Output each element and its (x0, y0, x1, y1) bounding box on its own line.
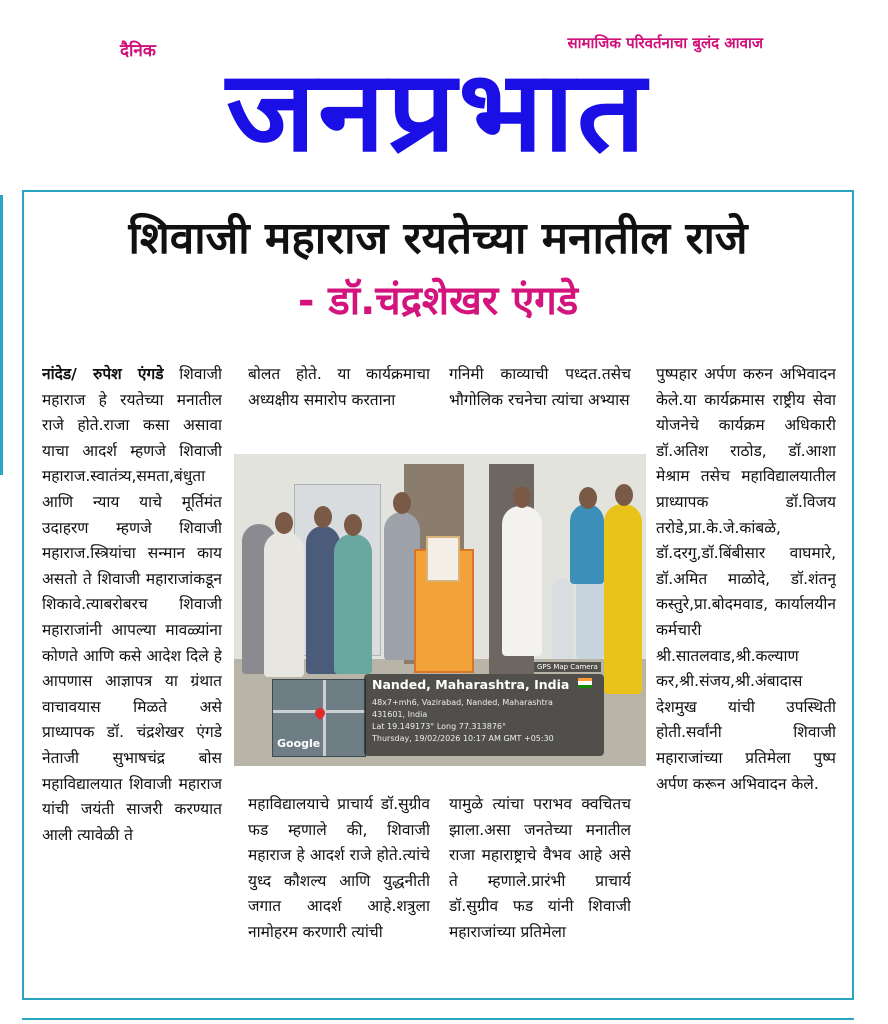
article-column-2-bottom: महाविद्यालयाचे प्राचार्य डॉ.सुग्रीव फड म्हणाले की, शिवाजी महाराज हे आदर्श राजे होते.त्यांचे युध्द कौशल्य आणि युद्धनीती जगात आदर्श आहे.शत्रुला नामोहरम करणारी त्यांची (248, 795, 430, 941)
india-flag-icon (578, 678, 592, 688)
article-column-3-bottom: यामुळे त्यांचा पराभव क्वचितच झाला.असा जनतेच्या मनातील राजा महाराष्ट्राचे वैभव आहे असे ते म्हणाले.प्रारंभी प्राचार्य डॉ.सुग्रीव फड यांनी शिवाजी महाराजांच्या प्रतिमेला (449, 795, 631, 941)
article-column-2-top: बोलत होते. या कार्यक्रमाचा अध्यक्षीय समारोप करताना (248, 365, 430, 409)
person-head (275, 512, 293, 534)
masthead (0, 0, 888, 185)
person-figure (334, 534, 372, 674)
article-column-1 (42, 362, 222, 992)
gps-address-line-2: 431601, India (372, 710, 428, 719)
person-head (513, 486, 531, 508)
gps-map-thumbnail (272, 679, 366, 757)
google-map-label: Google (277, 737, 321, 750)
person-head (615, 484, 633, 506)
person-figure (502, 506, 542, 656)
article-column-3-top: गनिमी काव्याची पध्दत.तसेच भौगोलिक रचनेचा त्यांचा अभ्यास (449, 365, 631, 409)
article-column-4: पुष्पहार अर्पण करुन अभिवादन केले.या कार्यक्रमास राष्ट्रीय सेवा योजनेचे कार्यक्रम अधिकारी डॉ.अतिश राठोड, डॉ.आशा मेश्राम तसेच महाविद्यालयातील प्राध्यापक डॉ.विजय तरोडे,प्रा.के.जे.कांबळे, डॉ.दरगु,डॉ.बिंबीसार वाघमारे, डॉ.अमित माळोदे, डॉ.शंतनू कस्तुरे,प्रा.बोदमवाड, कार्यालयीन कर्मचारी श्री.सातलवाड,श्री.कल्याण कर,श्री.संजय,श्री.अंबादास देशमुख यांची उपस्थिती होती.सर्वांनी शिवाजी महाराजांच्या प्रतिमेला पुष्प अर्पण करून अभिवादन केले. (656, 365, 836, 793)
person-head (393, 492, 411, 514)
gps-info-overlay (364, 674, 604, 756)
person-figure (264, 532, 304, 677)
person-figure (604, 504, 642, 694)
gps-camera-badge: GPS Map Camera (534, 662, 601, 672)
gps-address-line-1: 48x7+mh6, Vazirabad, Nanded, Maharashtra (372, 698, 553, 707)
bottom-border-line (22, 1018, 854, 1020)
article-subheadline: - डॉ.चंद्रशेखर एंगडे (297, 278, 579, 324)
left-border-line (0, 195, 3, 475)
gps-location-title: Nanded, Maharashtra, India (372, 677, 570, 692)
masthead-daily-label: दैनिक (120, 41, 156, 61)
child-figure (552, 579, 574, 659)
article-dateline: नांदेड/ रुपेश एंगडे (42, 365, 164, 383)
article-frame (22, 190, 854, 1000)
masthead-tagline: सामाजिक परिवर्तनाचा बुलंद आवाज (567, 34, 763, 52)
person-head (314, 506, 332, 528)
gps-coordinates: Lat 19.149173° Long 77.313876° (372, 722, 507, 731)
person-head (344, 514, 362, 536)
map-road (323, 680, 326, 756)
shivaji-portrait (426, 536, 460, 582)
article-headline: शिवाजी महाराज रयतेच्या मनातील राजे (128, 213, 748, 264)
event-photo (234, 454, 646, 766)
article-column-1-text: शिवाजी महाराज हे रयतेच्या मनातील राजे होते.राजा कसा असावा याचा आदर्श म्हणजे शिवाजी महाराज.स्वातंत्र्य,समता,बंधुता आणि न्याय याचे मूर्तिमंत उदाहरण म्हणजे शिवाजी महाराज.स्त्रियांचा सन्मान काय असतो ते शिवाजी महाराजांकडून शिकावे.त्याबरोबरच शिवाजी महाराजांनी आपल्या मावळ्यांना कोणते आणि कसे आदेश दिले हे आपणास आज्ञापत्र या ग्रंथात वाचावयास मिळते असे प्राध्यापक डॉ. चंद्रशेखर एंगडे नेताजी सुभाषचंद्र बोस महाविद्यालयात शिवाजी महाराज यांची जयंती साजरी करण्यात आली त्यावेळी ते (42, 365, 222, 844)
gps-timestamp: Thursday, 19/02/2026 10:17 AM GMT +05:30 (372, 734, 554, 743)
person-head (579, 487, 597, 509)
person-figure (570, 504, 604, 584)
newspaper-logo: जनप्रभात (226, 47, 648, 177)
